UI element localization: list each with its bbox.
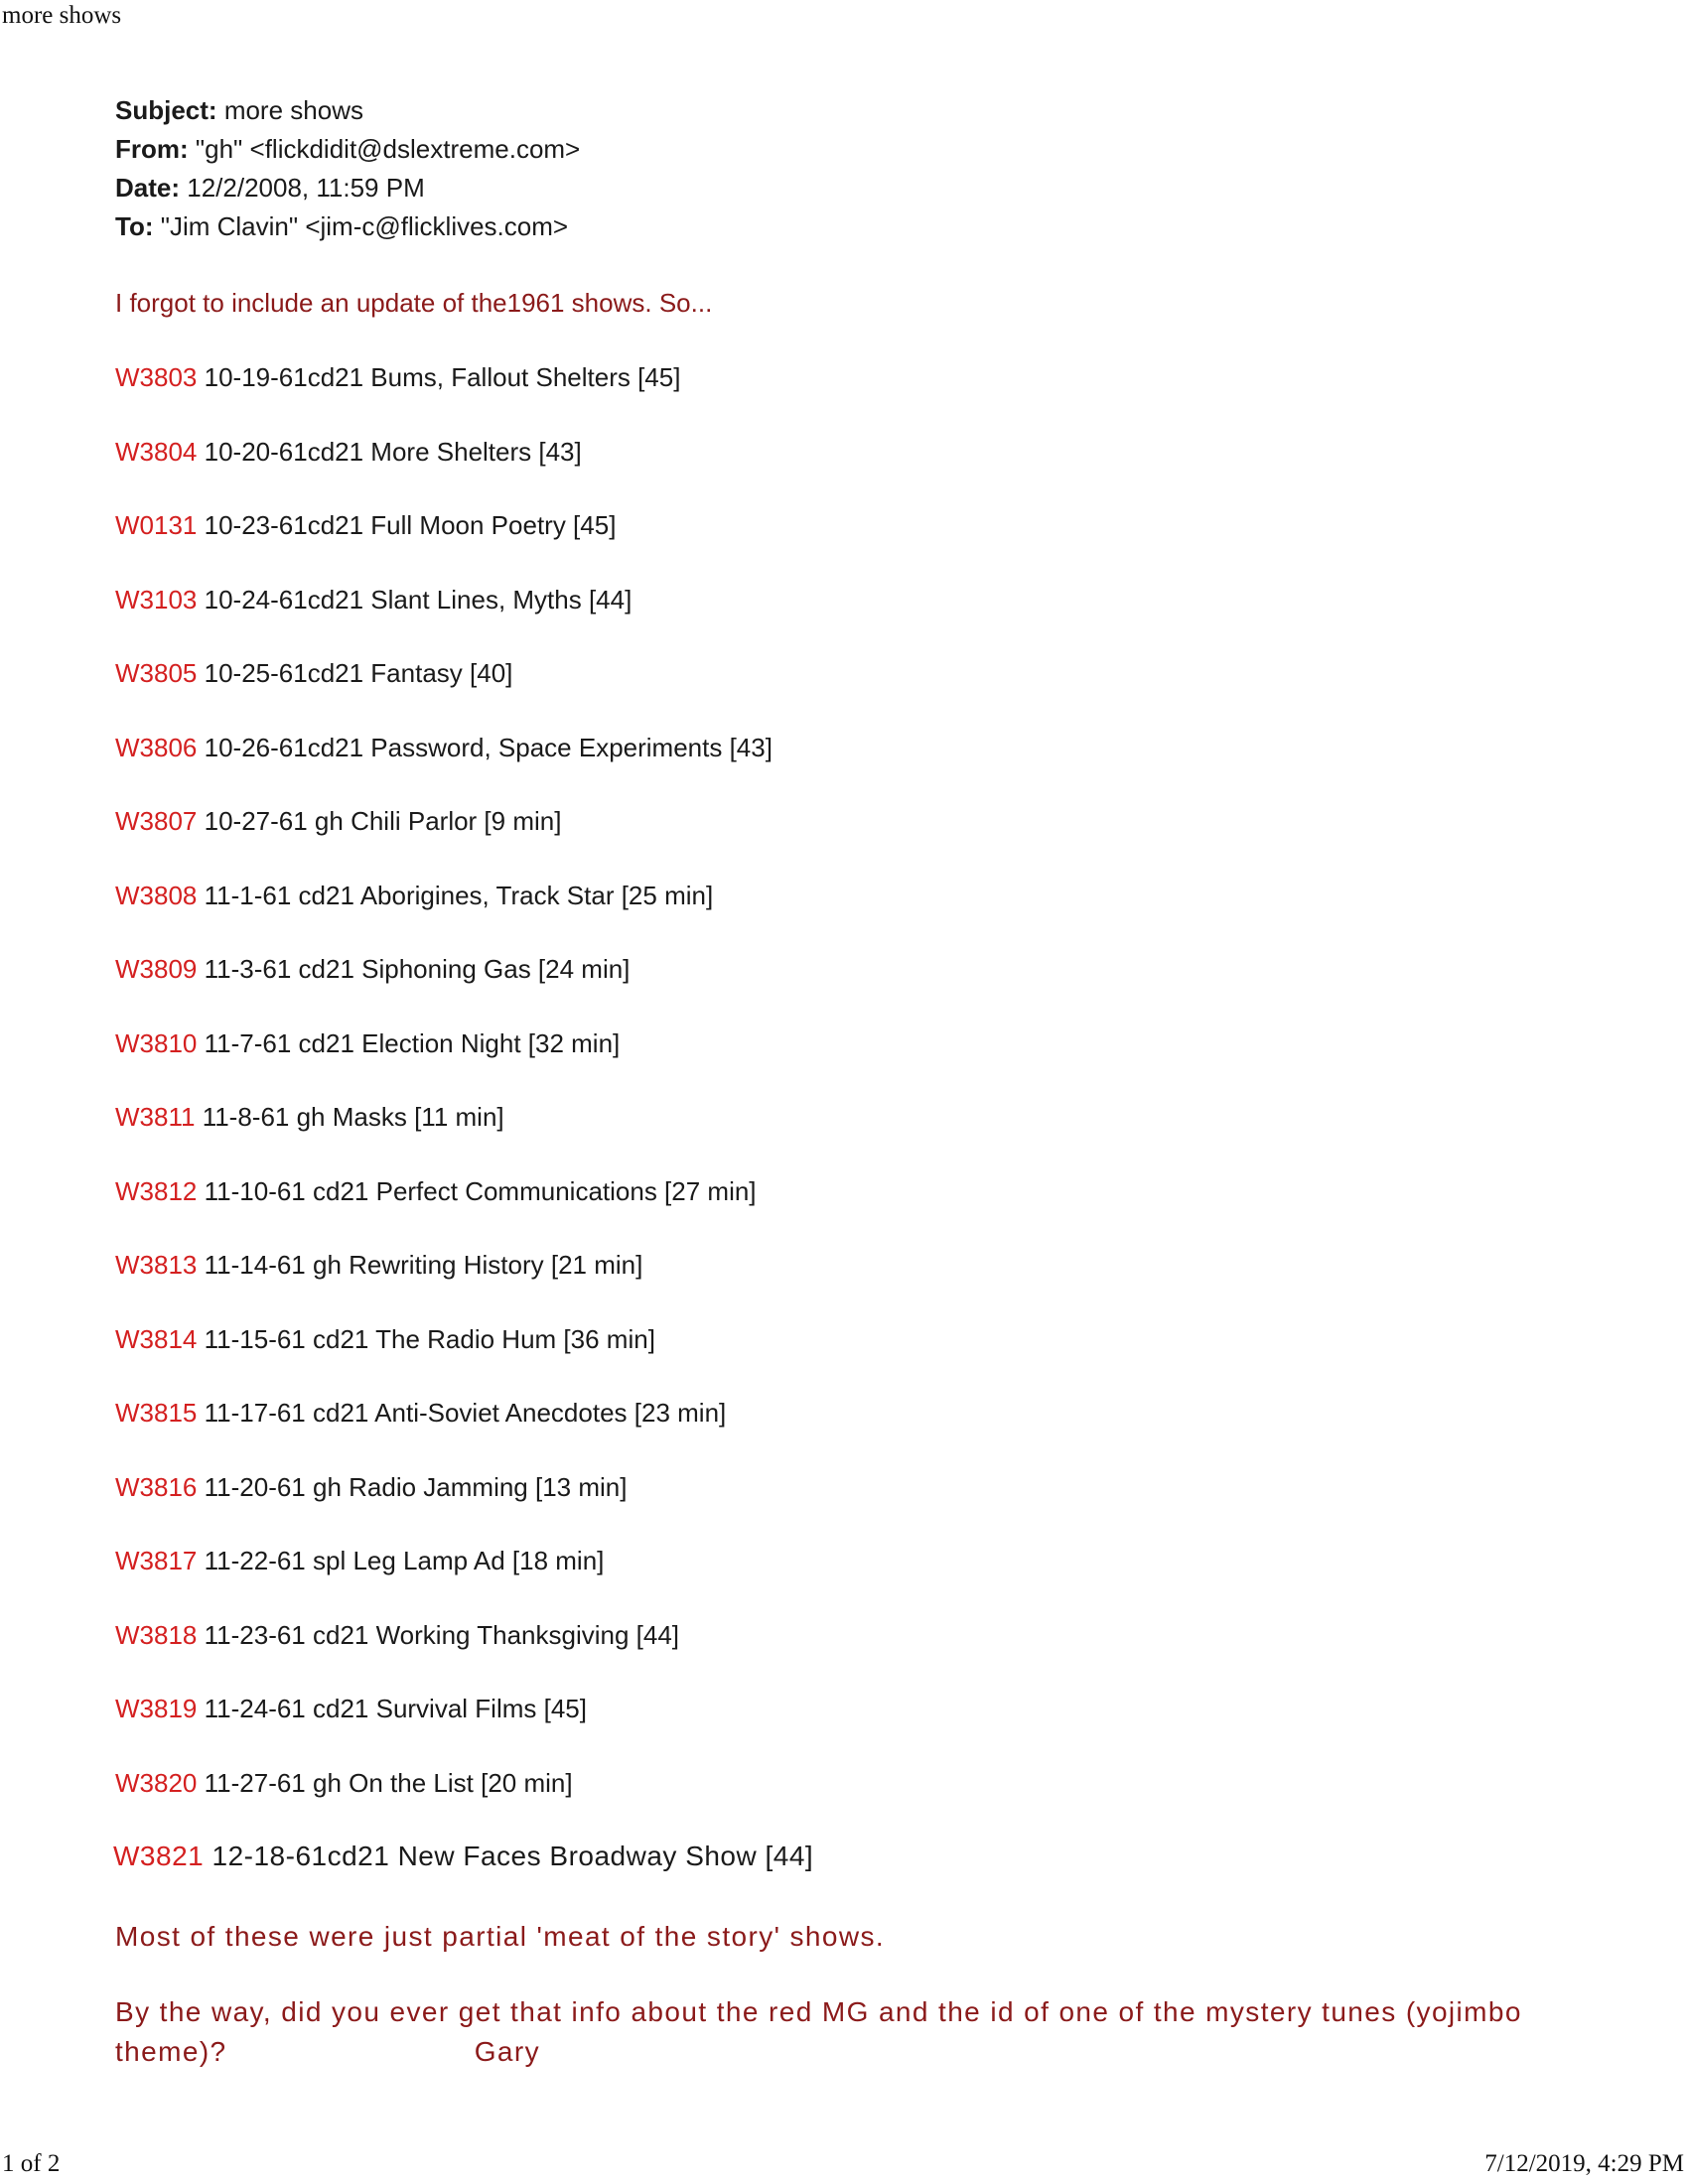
show-list <box>115 360 1605 1917</box>
intro-text: I forgot to include an update of the1961 shows. So... <box>115 288 713 318</box>
show-code: W3804 <box>115 436 198 467</box>
show-code: W3813 <box>115 1250 198 1280</box>
show-details: 10-19-61cd21 Bums, Fallout Shelters [45] <box>204 362 681 392</box>
email-from-line <box>115 130 1605 169</box>
signature: Gary <box>474 2036 540 2067</box>
show-details: 11-3-61 cd21 Siphoning Gas [24 min] <box>204 954 631 984</box>
show-details: 11-10-61 cd21 Perfect Communications [27 min] <box>204 1175 757 1206</box>
show-entry <box>115 1322 1605 1397</box>
show-code: W3103 <box>115 584 198 614</box>
show-details: 11-14-61 gh Rewriting History [21 min] <box>204 1250 643 1280</box>
page-header: more shows <box>2 2 122 29</box>
show-entry <box>115 1396 1605 1470</box>
date-label: Date: <box>115 173 181 203</box>
show-details: 11-22-61 spl Leg Lamp Ad [18 min] <box>204 1546 605 1575</box>
show-details: 10-25-61cd21 Fantasy [40] <box>204 658 513 688</box>
show-entry <box>115 804 1605 879</box>
show-entry <box>115 1100 1605 1174</box>
to-label: To: <box>115 211 154 241</box>
show-code: W3810 <box>115 1027 198 1058</box>
show-details: 10-26-61cd21 Password, Space Experiments [43] <box>204 732 773 762</box>
show-code: W3820 <box>115 1767 198 1798</box>
show-entry <box>115 1766 1605 1841</box>
subject-label: Subject: <box>115 95 217 125</box>
show-code: W3806 <box>115 732 198 762</box>
show-code: W3805 <box>115 658 198 688</box>
email-date-line <box>115 169 1605 207</box>
show-code: W3817 <box>115 1546 198 1575</box>
date-value: 12/2/2008, 11:59 PM <box>187 173 425 203</box>
show-entry <box>115 435 1605 509</box>
question-text: By the way, did you ever get that info about the red MG and the id of one of the mystery tunes (yojimbo theme)? <box>115 1996 1522 2067</box>
show-details: 10-27-61 gh Chili Parlor [9 min] <box>204 806 562 836</box>
show-code: W3808 <box>115 880 198 910</box>
show-details: 11-7-61 cd21 Election Night [32 min] <box>204 1027 621 1058</box>
show-details: 11-27-61 gh On the List [20 min] <box>204 1767 573 1798</box>
from-value: "gh" <flickdidit@dslextreme.com> <box>195 134 581 164</box>
show-details: 11-1-61 cd21 Aborigines, Track Star [25 min] <box>204 880 714 910</box>
show-details: 11-15-61 cd21 The Radio Hum [36 min] <box>204 1323 655 1354</box>
show-entry <box>115 360 1605 435</box>
show-details: 11-8-61 gh Masks [11 min] <box>202 1102 504 1132</box>
show-code: W3811 <box>115 1102 196 1132</box>
show-code: W3818 <box>115 1619 198 1650</box>
show-entry <box>115 583 1605 657</box>
show-entry <box>115 1174 1605 1249</box>
show-entry <box>113 1840 1605 1917</box>
show-details: 10-23-61cd21 Full Moon Poetry [45] <box>204 510 617 540</box>
show-code: W3814 <box>115 1323 198 1354</box>
show-entry <box>115 731 1605 805</box>
email-to-line <box>115 207 1605 246</box>
show-code: W3815 <box>115 1398 198 1428</box>
to-value: "Jim Clavin" <jim-c@flicklives.com> <box>160 211 569 241</box>
show-entry <box>115 1544 1605 1618</box>
show-code: W3816 <box>115 1471 198 1502</box>
show-code: W3821 <box>113 1841 205 1871</box>
closing-question <box>115 1992 1605 2072</box>
show-entry <box>115 1248 1605 1322</box>
show-code: W0131 <box>115 510 198 540</box>
page-number: 1 of 2 <box>2 2150 61 2177</box>
show-code: W3819 <box>115 1694 198 1723</box>
email-subject-line <box>115 91 1605 130</box>
show-details: 12-18-61cd21 New Faces Broadway Show [44] <box>211 1841 814 1871</box>
show-details: 10-24-61cd21 Slant Lines, Myths [44] <box>204 584 633 614</box>
show-code: W3803 <box>115 362 198 392</box>
show-details: 10-20-61cd21 More Shelters [43] <box>204 436 582 467</box>
show-code: W3807 <box>115 806 198 836</box>
show-entry <box>115 1692 1605 1766</box>
show-entry <box>115 879 1605 953</box>
show-code: W3812 <box>115 1175 198 1206</box>
email-message <box>115 91 1605 2072</box>
show-details: 11-17-61 cd21 Anti-Soviet Anecdotes [23 min] <box>204 1398 727 1428</box>
show-entry <box>115 952 1605 1026</box>
closing-note: Most of these were just partial 'meat of the story' shows. <box>115 1921 886 1952</box>
show-details: 11-23-61 cd21 Working Thanksgiving [44] <box>204 1619 680 1650</box>
subject-value: more shows <box>223 95 363 125</box>
show-details: 11-24-61 cd21 Survival Films [45] <box>204 1694 587 1723</box>
print-timestamp: 7/12/2019, 4:29 PM <box>1484 2150 1684 2177</box>
show-entry <box>115 1026 1605 1101</box>
show-entry <box>115 1618 1605 1693</box>
from-label: From: <box>115 134 189 164</box>
show-details: 11-20-61 gh Radio Jamming [13 min] <box>204 1471 628 1502</box>
show-entry <box>115 1470 1605 1545</box>
show-entry <box>115 656 1605 731</box>
show-code: W3809 <box>115 954 198 984</box>
show-entry <box>115 508 1605 583</box>
